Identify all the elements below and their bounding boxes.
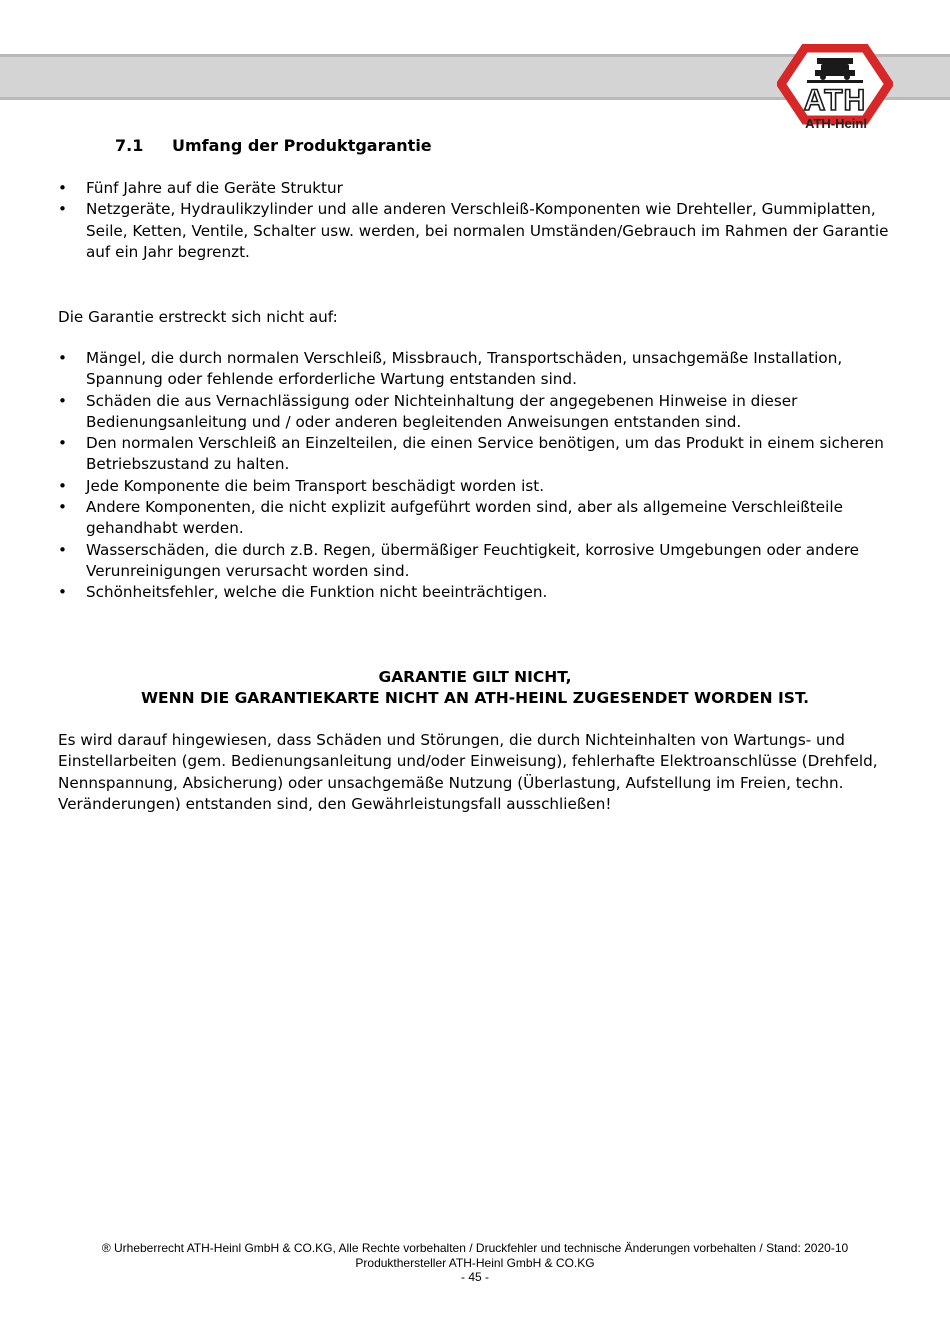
warranty-notice xyxy=(0,667,950,708)
bullet-icon: • xyxy=(58,349,67,367)
footer-manufacturer: Produkthersteller ATH-Heinl GmbH & CO.KG xyxy=(355,1255,595,1270)
closing-paragraph: Es wird darauf hingewiesen, dass Schäden und Störungen, die durch Nichteinhalten von Wartungs- und Einstellarbeiten (gem. Bedienungsanleitung und/oder Einweisung), fehlerhafte Elektroanschlüsse (Drehfeld, Nennspannung, Absicherung) oder unsachgemäße Nutzung (Überlastung, Aufstellung im Freien, techn. Veränderungen) entstanden sind, den Gewährleistungsfall ausschließen! xyxy=(58,731,878,813)
list-item: • Andere Komponenten, die nicht explizit aufgeführt worden sind, aber als allgemeine Verschleißteile gehandhabt werden. xyxy=(58,498,843,538)
notice-line-2: WENN DIE GARANTIEKARTE NICHT AN ATH-HEINL ZUGESENDET WORDEN IST. xyxy=(140,688,810,707)
logo-caption: ATH-Heinl xyxy=(805,116,867,131)
list-item: • Schäden die aus Vernachlässigung oder Nichteinhaltung der angegebenen Hinweise in dieser Bedienungsanleitung und / oder anderen begleitenden Anweisungen entstanden sind. xyxy=(58,391,798,431)
page-number: - 45 - xyxy=(460,1270,489,1284)
bullet-icon: • xyxy=(58,583,67,602)
footer-copyright: ® Urheberrecht ATH-Heinl GmbH & CO.KG, Alle Rechte vorbehalten / Druckfehler und technische Änderungen vorbehalten / Stand: 2020-10 xyxy=(101,1241,849,1255)
list-item: • Wasserschäden, die durch z.B. Regen, übermäßiger Feuchtigkeit, korrosive Umgebungen oder andere Verunreinigungen verursacht worden sind. xyxy=(58,540,859,580)
exclusions-list xyxy=(58,348,898,604)
bullet-icon: • xyxy=(58,498,67,517)
section-number: 7.1 xyxy=(115,136,144,155)
section-heading xyxy=(115,136,432,155)
list-item: • Mängel, die durch normalen Verschleiß, Missbrauch, Transportschäden, unsachgemäße Installation, Spannung oder fehlende erforderliche Wartung entstanden sind. xyxy=(58,349,843,389)
bullet-icon: • xyxy=(58,476,67,495)
bullet-icon: • xyxy=(58,391,67,410)
bullet-icon: • xyxy=(58,200,67,219)
notice-line-1: GARANTIE GILT NICHT, xyxy=(378,668,572,686)
bullet-icon: • xyxy=(58,179,67,197)
section-title: Umfang der Produktgarantie xyxy=(172,136,432,155)
logo-text: ATH xyxy=(803,84,867,117)
footer xyxy=(0,1241,950,1285)
list-item: • Netzgeräte, Hydraulikzylinder und alle anderen Verschleiß-Komponenten wie Drehteller, Gummiplatten, Seile, Ketten, Ventile, Schalter usw. werden, bei normalen Umständen/Gebrauch im Rahmen der Garantie auf ein Jahr begrenzt. xyxy=(58,200,889,261)
bullet-icon: • xyxy=(58,434,67,453)
list-item: • Schönheitsfehler, welche die Funktion nicht beeinträchtigen. xyxy=(58,582,898,603)
list-item: • Fünf Jahre auf die Geräte Struktur xyxy=(58,178,898,199)
list-item: • Den normalen Verschleiß an Einzelteilen, die einen Service benötigen, um das Produkt in einem sicheren Betriebszustand zu halten. xyxy=(58,434,884,474)
scope-list xyxy=(58,178,898,263)
bullet-icon: • xyxy=(58,540,67,559)
exclusions-intro: Die Garantie erstreckt sich nicht auf: xyxy=(58,308,338,326)
list-item: • Jede Komponente die beim Transport beschädigt worden ist. xyxy=(58,476,898,497)
